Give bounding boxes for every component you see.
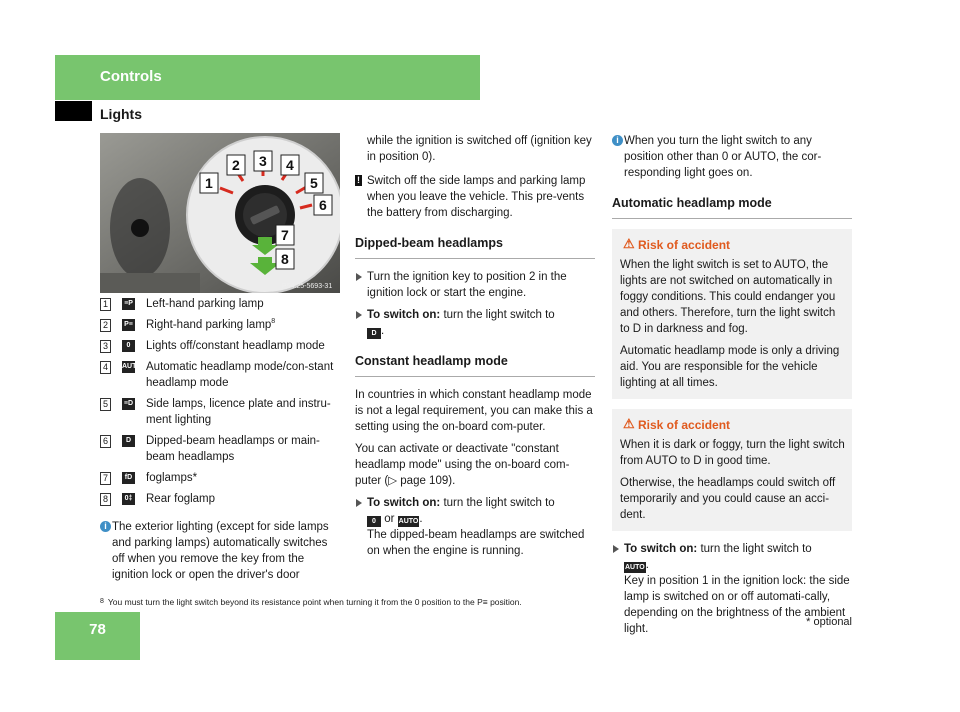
section-title: Controls [100, 68, 162, 85]
footnote: $^8$ You must turn the light switch beyond its resistance point when turning it from the 0 position to the P≡ position. [100, 597, 522, 607]
svg-text:1: 1 [205, 175, 213, 191]
svg-text:3: 3 [259, 153, 267, 169]
auto-headlamp-icon: AUTO [398, 518, 419, 525]
legend-item: 5 ≡D Side lamps, licence plate and instru-ment lighting [100, 396, 340, 428]
legend-item: 1 ≡P Left-hand parking lamp [100, 296, 340, 312]
light-switch-illustration [100, 133, 340, 293]
legend-item: 6 D Dipped-beam headlamps or main-beam headlamps [100, 433, 340, 465]
lights-off-icon: 0 [367, 516, 381, 527]
auto-headlamp-icon: AUTO [122, 361, 135, 373]
continued-text: while the ignition is switched off (ignition key in position 0). [367, 135, 592, 163]
paragraph: In countries in which constant headlamp mode is not a legal requirement, you can make this a setting using the on-board com-puter. [355, 389, 593, 433]
caution-note: ! Switch off the side lamps and parking lamp when you leave the vehicle. This pre-vents the battery from discharging. [357, 175, 586, 219]
info-icon: i [612, 135, 623, 146]
constant-headlamp-heading: Constant headlamp mode [355, 353, 595, 377]
legend-item: 7 fD foglamps* [100, 470, 340, 486]
svg-text:5: 5 [310, 175, 318, 191]
auto-headlamp-icon: AUTO [625, 564, 645, 571]
paragraph: You can activate or deactivate "constant headlamp mode" using the on-board com-puter (▷ page 109). [355, 443, 570, 487]
dipped-beam-heading: Dipped-beam headlamps [355, 235, 595, 259]
automatic-headlamp-heading: Automatic headlamp mode [612, 195, 852, 219]
instruction-step: To switch on: turn the light switch to AUTO. Key in position 1 in the ignition lock: the side lamp is switched on or off automati-cally, depending on the brightness of the ambient light. [612, 541, 852, 637]
info-note: i When you turn the light switch to any position other than 0 or AUTO, the cor-responding light goes on. [612, 133, 852, 181]
legend-item: 8 0‡ Rear foglamp [100, 491, 340, 507]
legend-item: 2 P≡ Right-hand parking lamp$^8$ [100, 317, 340, 333]
optional-note: * optional [806, 616, 852, 628]
foglamp-icon: fD [122, 472, 135, 484]
svg-text:4: 4 [286, 157, 294, 173]
page-number: 78 [89, 621, 106, 638]
instruction-step: Turn the ignition key to position 2 in the ignition lock or start the engine. [355, 269, 595, 301]
legend-item: 3 0 Lights off/constant headlamp mode [100, 338, 340, 354]
side-lamps-icon: ≡D [122, 398, 135, 410]
instruction-step: To switch on: turn the light switch to 0 or AUTO. The dipped-beam headlamps are switched on when the engine is running. [355, 495, 595, 559]
rear-foglamp-icon: 0‡ [122, 493, 135, 505]
svg-text:2: 2 [232, 157, 240, 173]
svg-text:7: 7 [281, 227, 289, 243]
dipped-beam-icon: D [122, 435, 135, 447]
legend-list [100, 296, 340, 507]
left-parking-lamp-icon: ≡P [122, 298, 135, 310]
svg-text:8: 8 [281, 251, 289, 267]
svg-text:6: 6 [319, 197, 327, 213]
legend-column [100, 296, 340, 591]
info-icon: i [100, 521, 111, 532]
right-column [612, 133, 852, 643]
info-note: i The exterior lighting (except for side lamps and parking lamps) automatically switches off when you remove the key from the ignition lock or open the driver's door [100, 519, 340, 583]
exclamation-icon: ! [357, 175, 360, 185]
light-switch-figure [100, 133, 340, 293]
subsection-title: Lights [100, 106, 142, 122]
warning-triangle-icon: ⚠ [623, 236, 635, 251]
dipped-beam-icon: D [367, 328, 381, 339]
legend-item: 4 AUTO Automatic headlamp mode/con-stant headlamp mode [100, 359, 340, 391]
lights-off-icon: 0 [122, 340, 135, 352]
header-marker [55, 101, 92, 121]
warning-box: ⚠ Risk of accident When the light switch is set to AUTO, the lights are not switched on automatically in foggy conditions. This could endanger you and others. Therefore, turn the light switch to D in darkness and fog. Automatic headlamp mode is only a driving aid. You are responsible for the vehicle lighting at all times. [612, 229, 852, 399]
middle-column [355, 133, 595, 565]
instruction-step: To switch on: turn the light switch to D . [355, 307, 595, 339]
right-parking-lamp-icon: P≡ [122, 319, 135, 331]
figure-code: P54.25-5693-31 [282, 283, 333, 290]
warning-triangle-icon: ⚠ [623, 416, 635, 431]
warning-box: ⚠ Risk of accident When it is dark or foggy, turn the light switch from AUTO to D in good time. Otherwise, the headlamps could switch off temporarily and you could cause an acci-dent. [612, 409, 852, 531]
